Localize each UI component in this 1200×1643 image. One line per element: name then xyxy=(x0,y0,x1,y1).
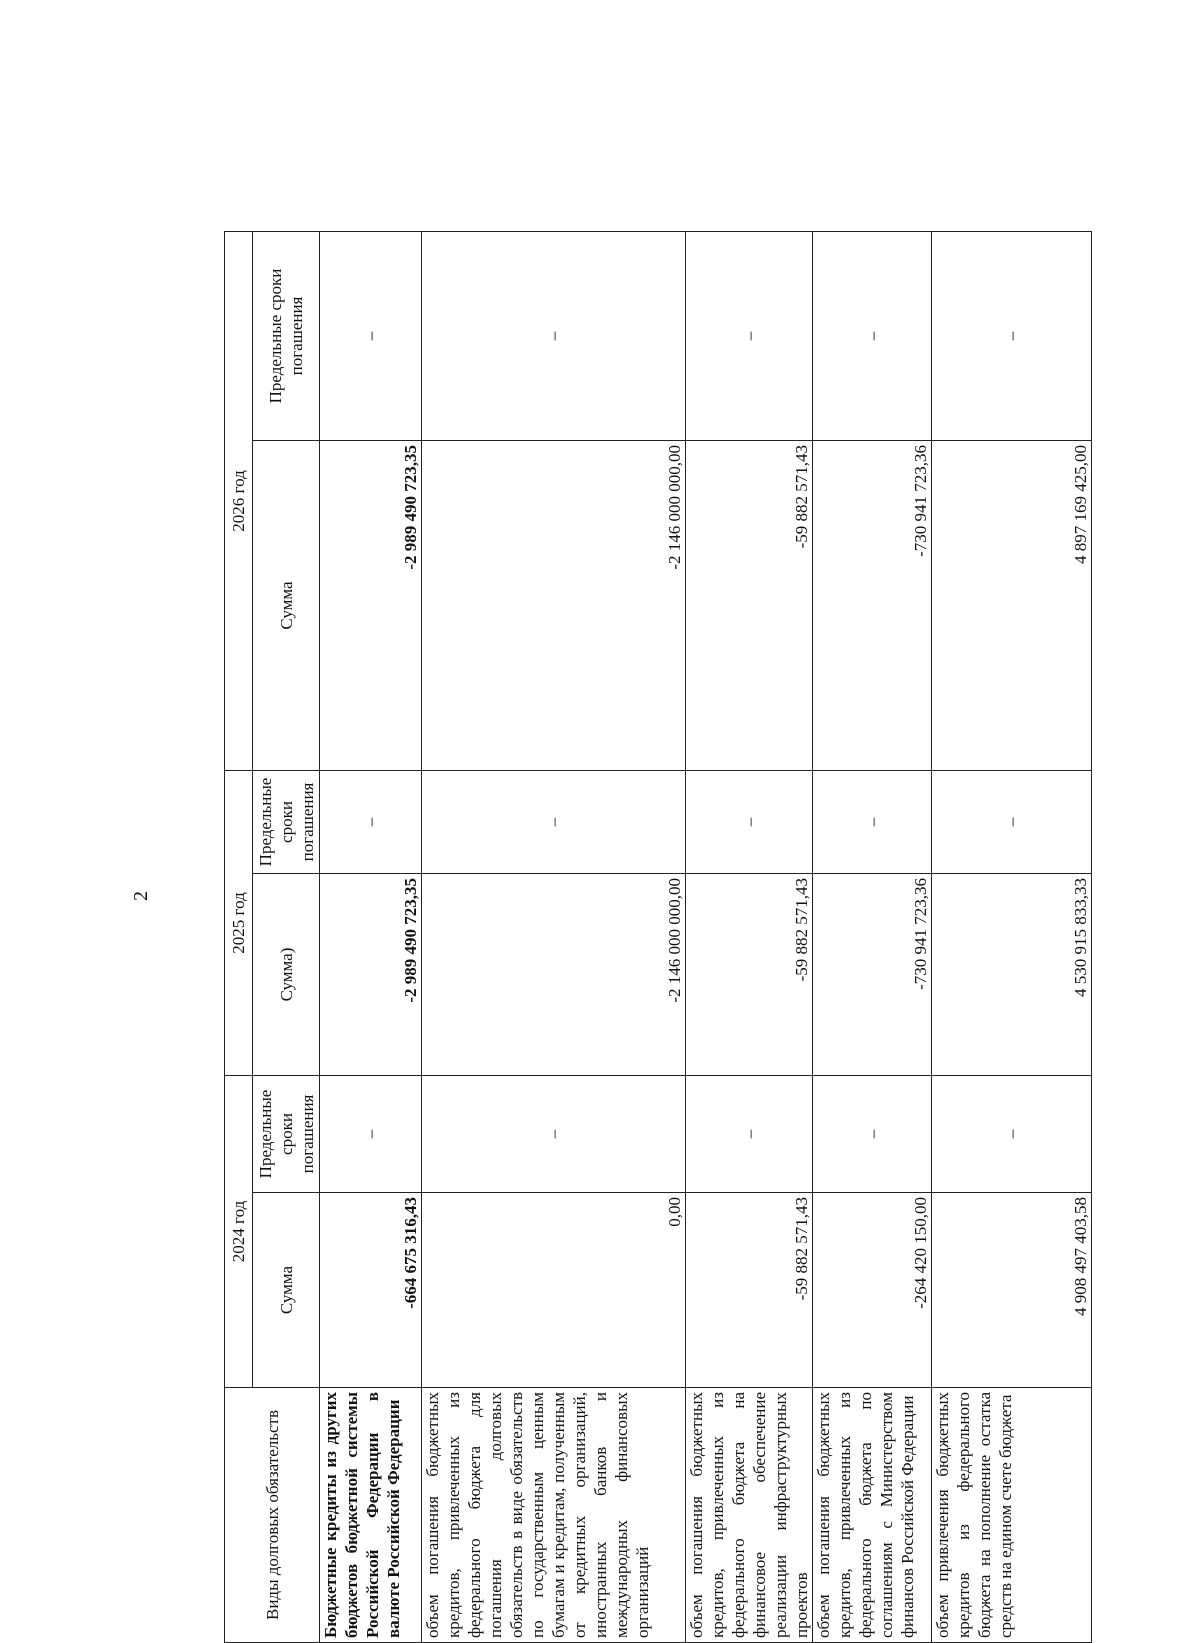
header-year-2026: 2026 год xyxy=(225,232,253,771)
header-row-years xyxy=(225,232,253,1643)
sum-2025: -2 146 000 000,00 xyxy=(422,874,686,1076)
term-2024: – xyxy=(422,1076,686,1193)
row-label: Бюджетные кредиты из других бюджетов бюджетной системы Российской Федерации в валюте Российской Федерации xyxy=(320,1388,422,1643)
sum-2024: -664 675 316,43 xyxy=(320,1193,422,1388)
row-label: объем привлечения бюджетных кредитов из федерального бюджета на пополнение остатка средств на едином счете бюджета xyxy=(932,1388,1092,1643)
term-2025: – xyxy=(813,771,932,874)
row-label: объем погашения бюджетных кредитов, привлеченных из федерального бюджета на финансовое обеспечение реализации инфраструктурных проектов xyxy=(686,1388,813,1643)
header-sum-2026: Сумма xyxy=(253,441,320,771)
header-year-2025: 2025 год xyxy=(225,771,253,1076)
table-row xyxy=(686,232,813,1643)
term-2026: – xyxy=(422,232,686,441)
term-2026: – xyxy=(932,232,1092,441)
header-sum-2024: Сумма xyxy=(253,1193,320,1388)
header-term-2025: Предельные сроки погашения xyxy=(253,771,320,874)
sum-2025: -59 882 571,43 xyxy=(686,874,813,1076)
header-debt-type: Виды долговых обязательств xyxy=(225,1388,320,1643)
sum-2024: -59 882 571,43 xyxy=(686,1193,813,1388)
debt-table-rotated xyxy=(224,232,1090,1643)
sum-2026: -59 882 571,43 xyxy=(686,441,813,771)
sum-2026: -730 941 723,36 xyxy=(813,441,932,771)
sum-2024: -264 420 150,00 xyxy=(813,1193,932,1388)
sum-2025: 4 530 915 833,33 xyxy=(932,874,1092,1076)
term-2026: – xyxy=(813,232,932,441)
sum-2025: -2 989 490 723,35 xyxy=(320,874,422,1076)
sum-2026: -2 146 000 000,00 xyxy=(422,441,686,771)
term-2025: – xyxy=(422,771,686,874)
term-2024: – xyxy=(813,1076,932,1193)
row-label: объем погашения бюджетных кредитов, привлеченных из федерального бюджета для погашения долговых обязательств в виде обязательств по государственным ценным бумагам и кредитам, полученным от кредитных организаций, иностранных банков и международных финансовых организаций xyxy=(422,1388,686,1643)
term-2024: – xyxy=(686,1076,813,1193)
table-row xyxy=(813,232,932,1643)
sum-2026: -2 989 490 723,35 xyxy=(320,441,422,771)
term-2026: – xyxy=(686,232,813,441)
term-2025: – xyxy=(932,771,1092,874)
debt-obligations-table xyxy=(224,231,1092,1643)
table-row xyxy=(320,232,422,1643)
table-row xyxy=(422,232,686,1643)
term-2026: – xyxy=(320,232,422,441)
header-sum-2025: Сумма) xyxy=(253,874,320,1076)
term-2024: – xyxy=(932,1076,1092,1193)
row-label: объем погашения бюджетных кредитов, привлеченных из федерального бюджета по соглашениям с Министерством финансов Российской Федерации xyxy=(813,1388,932,1643)
term-2025: – xyxy=(320,771,422,874)
header-year-2024: 2024 год xyxy=(225,1076,253,1388)
term-2025: – xyxy=(686,771,813,874)
term-2024: – xyxy=(320,1076,422,1193)
table-row xyxy=(932,232,1092,1643)
header-term-2024: Предельные сроки погашения xyxy=(253,1076,320,1193)
header-term-2026: Предельные сроки погашения xyxy=(253,232,320,441)
page-number: 2 xyxy=(130,891,152,901)
sum-2024: 0,00 xyxy=(422,1193,686,1388)
sum-2026: 4 897 169 425,00 xyxy=(932,441,1092,771)
sum-2025: -730 941 723,36 xyxy=(813,874,932,1076)
sum-2024: 4 908 497 403,58 xyxy=(932,1193,1092,1388)
